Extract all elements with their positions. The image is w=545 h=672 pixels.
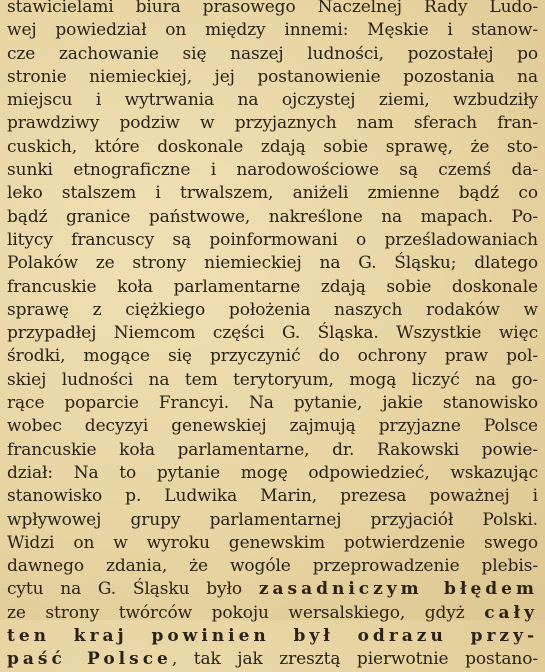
text-line: środki, mogące się przyczynić do ochrony praw pol- [7, 346, 538, 367]
text-line: miejscu i wytrwania na ojczystej ziemi, wzbudziły [7, 90, 538, 111]
spaced-emphasis: zasadniczym błędem [258, 579, 538, 600]
text-line: skiej ludności na tem terytoryum, mogą liczyć na go- [7, 369, 538, 390]
text-line [7, 648, 538, 671]
spaced-emphasis: paść Polsce [7, 649, 172, 670]
text-line: wpływowej grupy parlamentarnej przyjaciół Polski. [7, 509, 538, 530]
text-line: stronie niemieckiej, jej postanowienie pozostania na [7, 66, 538, 87]
text-line: wobec decyzyi genewskiej zajmują przyjazne Polsce [7, 416, 538, 437]
text-segment: ze strony twórców pokoju wersalskiego, gdyż [7, 602, 465, 623]
text-line: prawdziwy podziw w przyjaznych nam sferach fran- [7, 113, 538, 134]
text-line [7, 602, 538, 625]
text-line: leko stalszem i trwalszem, aniżeli zmienne bądź co [7, 183, 538, 204]
text-line: litycy francuscy są poinformowani o prześladowaniach [7, 229, 538, 250]
text-line: stanowisko p. Ludwika Marin, prezesa poważnej i [7, 486, 538, 507]
text-line: francuskie koła parlamentarne, dr. Rakowski powie- [7, 439, 538, 460]
text-line: dział: Na to pytanie mogę odpowiedzieć, wskazując [7, 462, 538, 483]
text-line: cuskich, które doskonale zdają sobie sprawę, że sto- [7, 136, 538, 157]
text-line: rące poparcie Francyi. Na pytanie, jakie stanowisko [7, 393, 538, 414]
text-line: sunki etnograficzne i narodowościowe są czemś da- [7, 160, 538, 181]
text-line: cze zachowanie się naszej ludności, pozostałej po [7, 43, 538, 64]
text-line: dawnego zdania, że wogóle przeprowadzenie plebis- [7, 556, 538, 577]
text-line: przypadłej Niemcom części G. Śląska. Wszystkie więc [7, 323, 538, 344]
text-line: Polaków ze strony niemieckiej na G. Śląsku; dlatego [7, 253, 538, 274]
text-line: francuskie koła parlamentarne zdają sobie doskonale [7, 276, 538, 297]
text-segment: cytu na G. Śląsku było [7, 579, 243, 600]
text-line [7, 578, 538, 601]
text-line: stawicielami biura prasowego Naczelnej Rady Ludo- [7, 0, 538, 17]
text-line: sprawę z ciężkiego położenia naszych rodaków w [7, 299, 538, 320]
spaced-emphasis: cały [484, 602, 538, 623]
text-line: bądź granice państwowe, nakreślone na mapach. Po- [7, 206, 538, 227]
text-line: Widzi on w wyroku genewskim potwierdzenie swego [7, 532, 538, 553]
text-segment: , tak jak zresztą pierwotnie postano- [171, 649, 538, 670]
spaced-emphasis-line: ten kraj powinien był odrazu przy- [7, 626, 538, 647]
article-column [7, 0, 538, 672]
text-line: wej powiedział on między innemi: Męskie i stanow- [7, 20, 538, 41]
